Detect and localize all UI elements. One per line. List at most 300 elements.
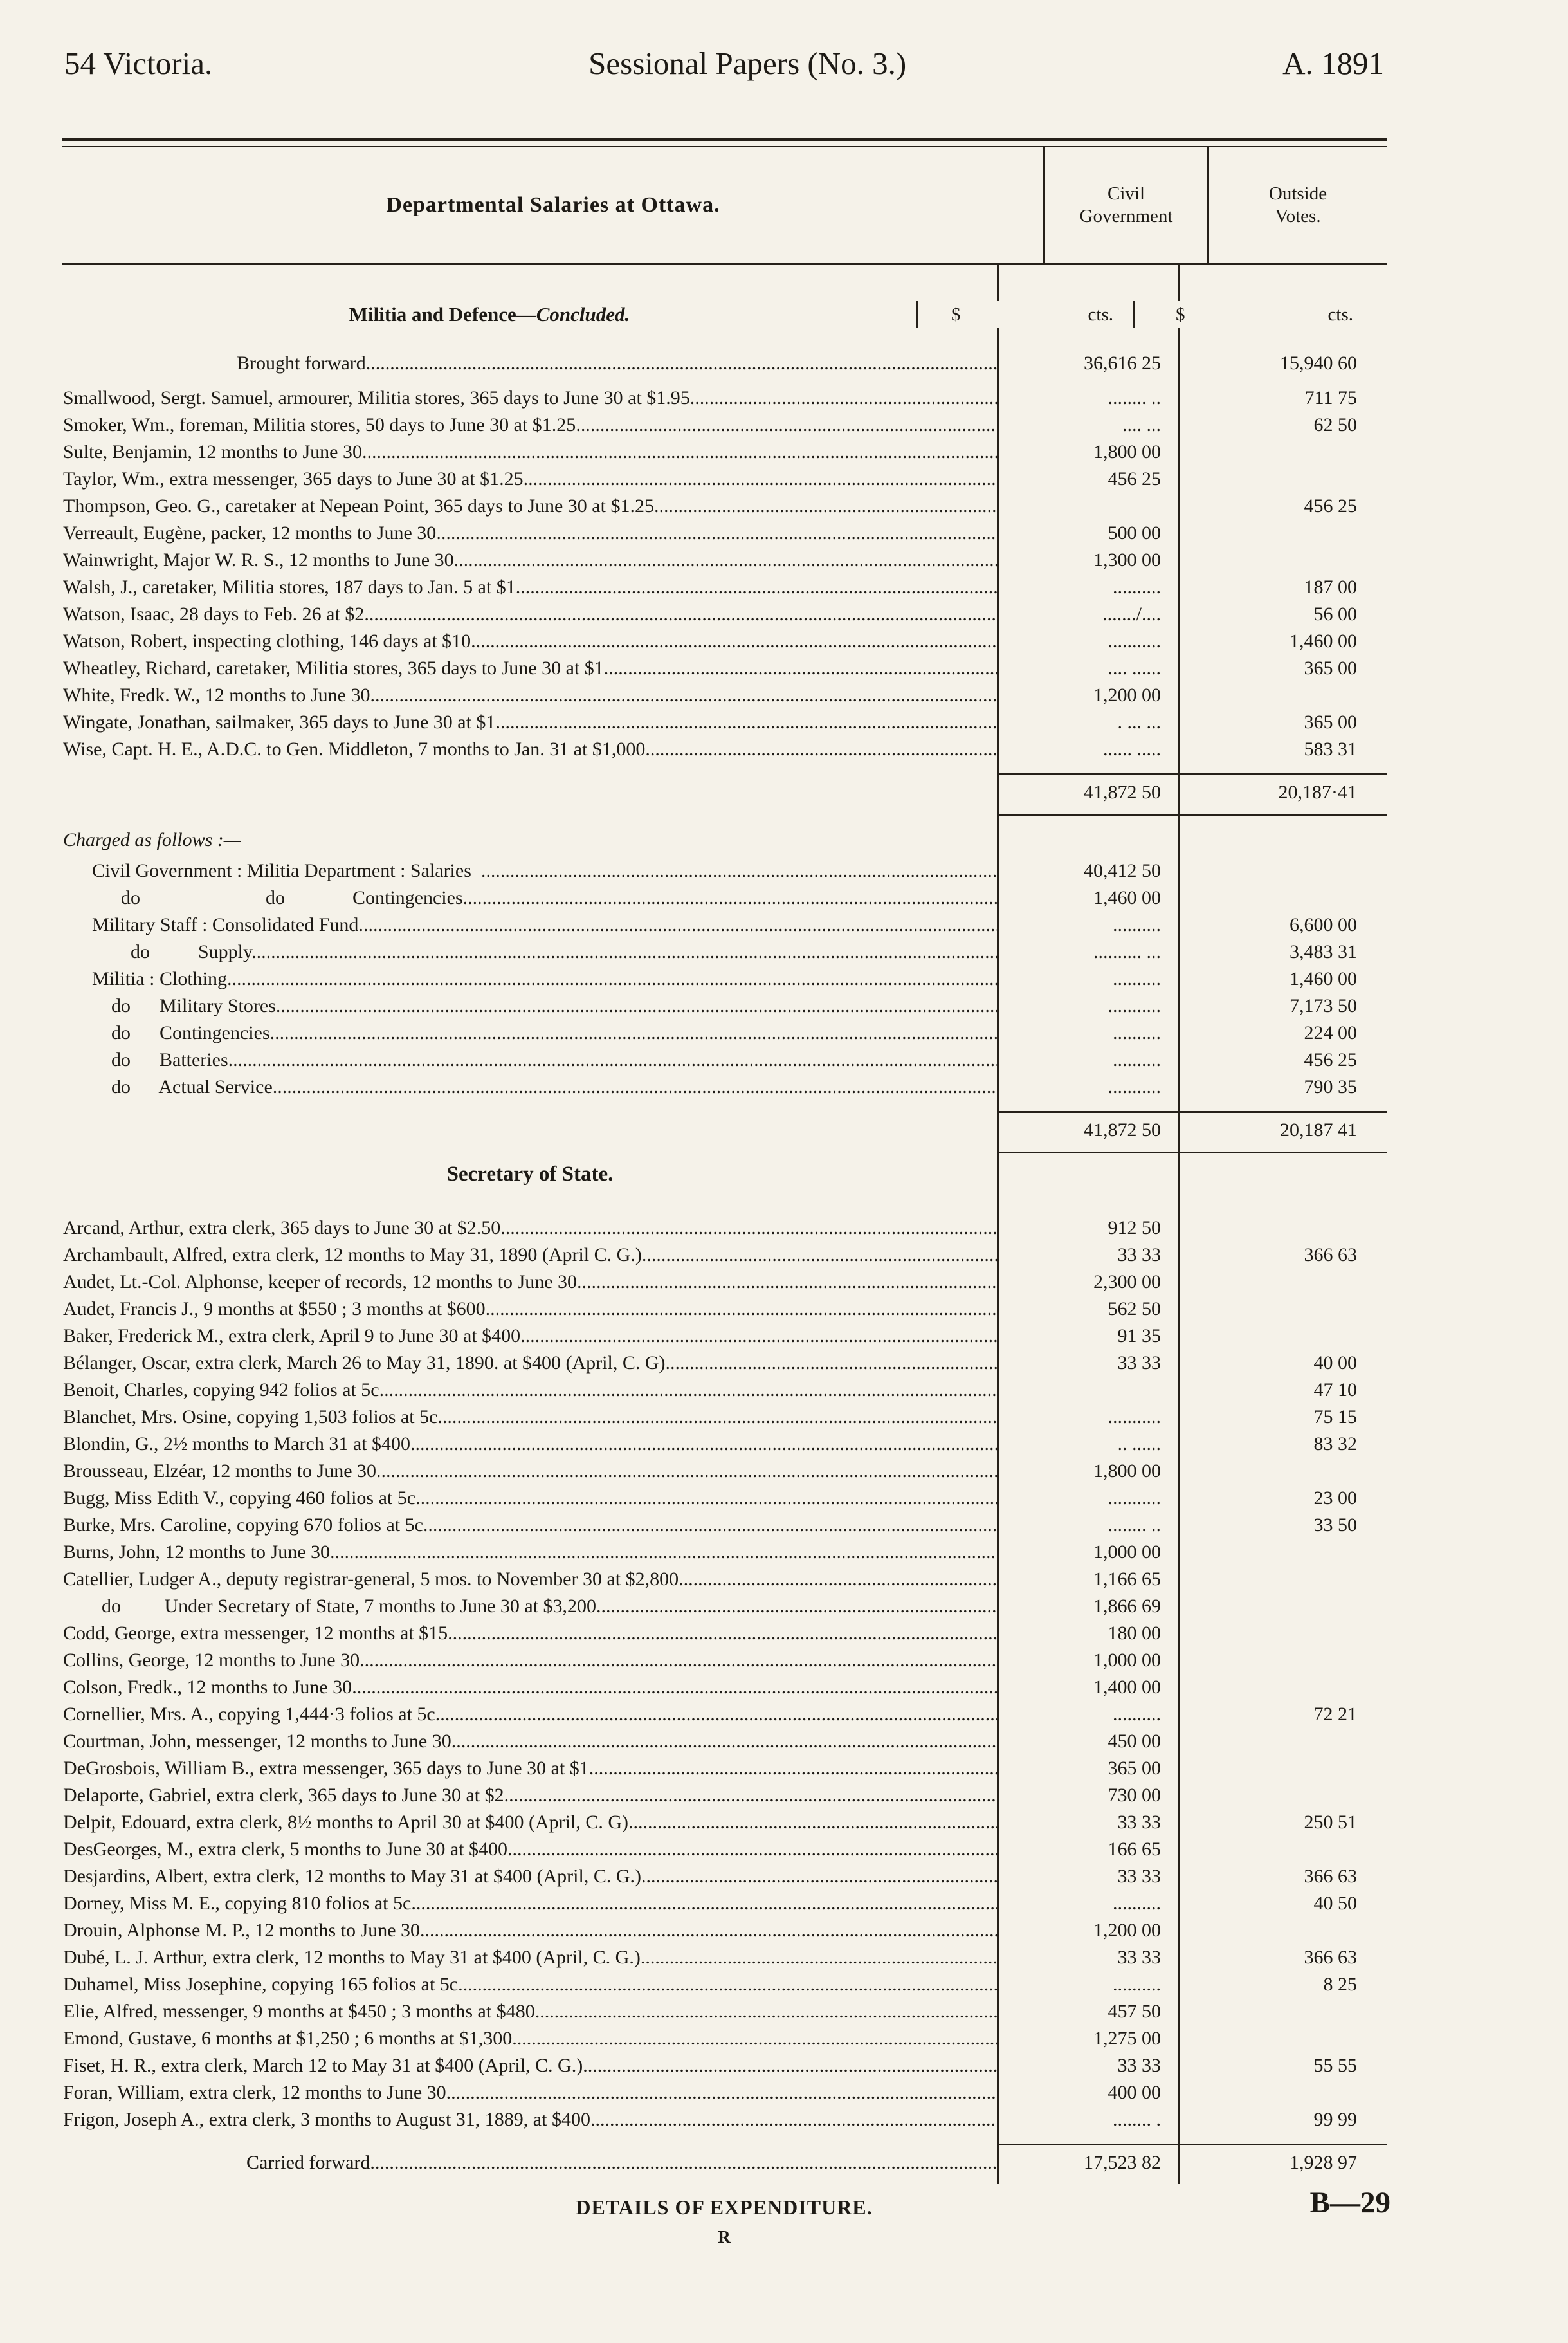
row-civil-amount: ........... xyxy=(997,628,1178,655)
row-outside-amount xyxy=(1178,439,1387,466)
row-outside-amount: 366 63 xyxy=(1178,1242,1387,1269)
spacer xyxy=(997,2133,1178,2144)
row-civil-amount: .... ...... xyxy=(997,655,1178,682)
double-rule xyxy=(62,138,1387,147)
volume-label: 54 Victoria. xyxy=(64,46,213,81)
row-description: Smoker, Wm., foreman, Militia stores, 50 days to June 30 at $1.25 ..... xyxy=(62,412,997,439)
row-civil-amount: 730 00 xyxy=(997,1782,1178,1809)
table-row xyxy=(62,1890,1387,1917)
table-row xyxy=(62,2079,1387,2106)
row-civil-amount: 180 00 xyxy=(997,1620,1178,1647)
section-heading-row-secretary xyxy=(62,1152,1387,1198)
empty-cell xyxy=(1178,1152,1387,1198)
row-description: Blondin, G., 2½ months to March 31 at $400 ..... xyxy=(62,1431,997,1458)
carried-forward-civil-amount: 17,523 82 xyxy=(997,2144,1178,2184)
table-row xyxy=(62,2052,1387,2079)
spacer-row xyxy=(62,1198,1387,1215)
row-description: Brousseau, Elzéar, 12 months to June 30 ..... xyxy=(62,1458,997,1485)
row-outside-amount xyxy=(1178,1647,1387,1674)
spacer-row xyxy=(62,1101,1387,1111)
row-description: Archambault, Alfred, extra clerk, 12 months to May 31, 1890 (April C. G.) ..... xyxy=(62,1242,997,1269)
row-description: do Military Stores ..... xyxy=(62,993,997,1020)
press-mark: R xyxy=(718,2227,731,2247)
brought-forward-row xyxy=(62,350,1387,377)
empty-cell xyxy=(1178,827,1387,854)
row-civil-amount: 562 50 xyxy=(997,1296,1178,1323)
row-description: White, Fredk. W., 12 months to June 30 ..... xyxy=(62,682,997,709)
row-description: do Under Secretary of State, 7 months to June 30 at $3,200.. ..... xyxy=(62,1593,997,1620)
row-civil-amount: 456 25 xyxy=(997,466,1178,493)
empty-cell xyxy=(997,1152,1178,1198)
empty-cell xyxy=(997,827,1178,854)
row-civil-amount: ......./.... xyxy=(997,601,1178,628)
row-description: Codd, George, extra messenger, 12 months at $15 ..... xyxy=(62,1620,997,1647)
row-outside-amount: 83 32 xyxy=(1178,1431,1387,1458)
table-row xyxy=(62,1377,1387,1404)
militia-subtotal-civil: 41,872 50 xyxy=(997,773,1178,814)
section-heading-main: Militia and Defence xyxy=(349,303,516,326)
column-header-civil-government xyxy=(1043,147,1207,263)
spacer-row xyxy=(62,814,1387,827)
charged-as-follows-heading: Charged as follows :— xyxy=(63,829,241,850)
row-outside-amount xyxy=(1178,520,1387,547)
spacer xyxy=(1178,1101,1387,1111)
table-row xyxy=(62,2106,1387,2133)
row-description: Delpit, Edouard, extra clerk, 8½ months to April 30 at $400 (April, C. G) ..... xyxy=(62,1809,997,1836)
row-outside-amount: 3,483 31 xyxy=(1178,939,1387,966)
row-outside-amount: 456 25 xyxy=(1178,493,1387,520)
row-description: do Actual Service ..... xyxy=(62,1074,997,1101)
row-description: Wheatley, Richard, caretaker, Militia stores, 365 days to June 30 at $1 ..... xyxy=(62,655,997,682)
running-head xyxy=(62,45,1387,82)
row-civil-amount: ...... ..... xyxy=(997,736,1178,763)
row-civil-amount: ........... xyxy=(997,993,1178,1020)
table-row xyxy=(62,993,1387,1020)
dollar-sign: $ xyxy=(951,304,961,325)
table-row xyxy=(62,1836,1387,1863)
row-civil-amount: 457 50 xyxy=(997,1998,1178,2025)
table-title-cell xyxy=(62,147,1043,263)
brought-forward-civil-amount: 36,616 25 xyxy=(997,350,1178,377)
row-civil-amount: ........... xyxy=(997,1404,1178,1431)
row-description: DesGeorges, M., extra clerk, 5 months to June 30 at $400 ..... xyxy=(62,1836,997,1863)
table-row xyxy=(62,1458,1387,1485)
row-civil-amount: 1,000 00 xyxy=(997,1647,1178,1674)
table-title: Departmental Salaries at Ottawa. xyxy=(386,193,720,217)
table-row xyxy=(62,628,1387,655)
row-outside-amount xyxy=(1178,1458,1387,1485)
row-outside-amount xyxy=(1178,1782,1387,1809)
row-civil-amount: ........ . xyxy=(997,2106,1178,2133)
section-heading-secretary: Secretary of State. xyxy=(446,1162,614,1186)
row-outside-amount xyxy=(1178,1296,1387,1323)
secretary-rows xyxy=(62,1215,1387,2133)
row-civil-amount: 33 33 xyxy=(997,2052,1178,2079)
row-outside-amount: 72 21 xyxy=(1178,1701,1387,1728)
table-row xyxy=(62,1566,1387,1593)
table-row xyxy=(62,1728,1387,1755)
spacer xyxy=(997,1198,1178,1215)
row-outside-amount xyxy=(1178,1998,1387,2025)
row-civil-amount: .......... xyxy=(997,574,1178,601)
row-civil-amount: .......... xyxy=(997,912,1178,939)
table-row xyxy=(62,547,1387,574)
row-outside-amount: 23 00 xyxy=(1178,1485,1387,1512)
row-outside-amount: 224 00 xyxy=(1178,1020,1387,1047)
row-civil-amount: 1,800 00 xyxy=(997,439,1178,466)
table-row xyxy=(62,601,1387,628)
row-civil-amount: 1,400 00 xyxy=(997,1674,1178,1701)
row-description: Fiset, H. R., extra clerk, March 12 to May 31 at $400 (April, C. G.) ..... xyxy=(62,2052,997,2079)
spacer xyxy=(1178,377,1387,385)
table-row xyxy=(62,520,1387,547)
spacer xyxy=(997,763,1178,773)
civil-header-line2: Government xyxy=(1079,206,1173,226)
row-description: Courtman, John, messenger, 12 months to June 30 ..... xyxy=(62,1728,997,1755)
table-row xyxy=(62,1296,1387,1323)
row-outside-amount: 33 50 xyxy=(1178,1512,1387,1539)
civil-header-line1: Civil xyxy=(1107,183,1145,204)
row-outside-amount: 366 63 xyxy=(1178,1944,1387,1971)
row-outside-amount xyxy=(1178,547,1387,574)
row-description: Baker, Frederick M., extra clerk, April 9 to June 30 at $400. ..... xyxy=(62,1323,997,1350)
spacer xyxy=(1178,265,1387,301)
table-row xyxy=(62,1539,1387,1566)
salary-table xyxy=(62,147,1387,2184)
row-description: Smallwood, Sergt. Samuel, armourer, Militia stores, 365 days to June 30 at $1.95 ..... xyxy=(62,385,997,412)
row-description: Elie, Alfred, messenger, 9 months at $450 ; 3 months at $480 ..... xyxy=(62,1998,997,2025)
row-outside-amount xyxy=(1178,1215,1387,1242)
table-row xyxy=(62,1782,1387,1809)
row-description: Watson, Isaac, 28 days to Feb. 26 at $2 ..... xyxy=(62,601,997,628)
table-row xyxy=(62,1269,1387,1296)
row-description: do do Contingencies ..... xyxy=(62,885,997,912)
row-civil-amount: 1,200 00 xyxy=(997,682,1178,709)
row-civil-amount: .......... xyxy=(997,1971,1178,1998)
row-description: do Supply ..... xyxy=(62,939,997,966)
militia-subtotal-row xyxy=(62,773,1387,814)
row-outside-amount: 55 55 xyxy=(1178,2052,1387,2079)
row-civil-amount: ........... xyxy=(997,1485,1178,1512)
row-outside-amount: 99 99 xyxy=(1178,2106,1387,2133)
row-civil-amount: . ... ... xyxy=(997,709,1178,736)
spacer xyxy=(62,328,997,350)
carried-forward-outside-amount: 1,928 97 xyxy=(1178,2144,1387,2184)
table-row xyxy=(62,709,1387,736)
row-description: Thompson, Geo. G., caretaker at Nepean Point, 365 days to June 30 at $1.25 ..... xyxy=(62,493,997,520)
row-description: Burke, Mrs. Caroline, copying 670 folios at 5c ..... xyxy=(62,1512,997,1539)
row-civil-amount: 2,300 00 xyxy=(997,1269,1178,1296)
row-description: Colson, Fredk., 12 months to June 30 ..... xyxy=(62,1674,997,1701)
row-description: Verreault, Eugène, packer, 12 months to June 30 ..... xyxy=(62,520,997,547)
charged-as-follows-row xyxy=(62,827,1387,854)
row-civil-amount: 1,166 65 xyxy=(997,1566,1178,1593)
row-description: Civil Government : Militia Department : Salaries ... ..... xyxy=(62,858,997,885)
spacer-row xyxy=(62,377,1387,385)
row-outside-amount xyxy=(1178,1539,1387,1566)
details-of-expenditure-heading: DETAILS OF EXPENDITURE. xyxy=(576,2196,873,2219)
row-description: Duhamel, Miss Josephine, copying 165 folios at 5c ..... xyxy=(62,1971,997,1998)
row-outside-amount xyxy=(1178,2025,1387,2052)
spacer-row xyxy=(62,2133,1387,2144)
row-outside-amount: 40 50 xyxy=(1178,1890,1387,1917)
row-civil-amount: 365 00 xyxy=(997,1755,1178,1782)
row-description: Bélanger, Oscar, extra clerk, March 26 to May 31, 1890. at $400 (April, C. G) ..... xyxy=(62,1350,997,1377)
section-heading-suffix: —Concluded. xyxy=(516,303,630,326)
row-outside-amount: 366 63 xyxy=(1178,1863,1387,1890)
table-row xyxy=(62,1431,1387,1458)
row-civil-amount: 33 33 xyxy=(997,1944,1178,1971)
row-description: do Batteries ..... xyxy=(62,1047,997,1074)
table-row xyxy=(62,966,1387,993)
row-outside-amount xyxy=(1178,1323,1387,1350)
row-description: Frigon, Joseph A., extra clerk, 3 months to August 31, 1889, at $400 ..... xyxy=(62,2106,997,2133)
row-civil-amount: 33 33 xyxy=(997,1350,1178,1377)
unit-header-outside xyxy=(1133,301,1387,328)
spacer xyxy=(1178,1198,1387,1215)
outside-header-line2: Votes. xyxy=(1275,206,1321,226)
spacer xyxy=(997,328,1178,350)
table-row xyxy=(62,1917,1387,1944)
table-row xyxy=(62,466,1387,493)
carried-forward-label: Carried forward ..... xyxy=(62,2144,997,2184)
row-description: DeGrosbois, William B., extra messenger, 365 days to June 30 at $1 ..... xyxy=(62,1755,997,1782)
row-outside-amount xyxy=(1178,858,1387,885)
row-outside-amount xyxy=(1178,1755,1387,1782)
table-row xyxy=(62,1404,1387,1431)
spacer xyxy=(62,1101,997,1111)
row-civil-amount: 500 00 xyxy=(997,520,1178,547)
row-outside-amount xyxy=(1178,1593,1387,1620)
row-outside-amount xyxy=(1178,682,1387,709)
row-civil-amount: .......... xyxy=(997,1020,1178,1047)
row-civil-amount xyxy=(997,493,1178,520)
row-civil-amount: 1,460 00 xyxy=(997,885,1178,912)
row-description: Blanchet, Mrs. Osine, copying 1,503 folios at 5c ..... xyxy=(62,1404,997,1431)
row-civil-amount: 1,800 00 xyxy=(997,1458,1178,1485)
spacer-row xyxy=(62,265,1387,301)
row-civil-amount: .......... xyxy=(997,1890,1178,1917)
cents-label: cts. xyxy=(1088,304,1113,325)
unit-header-civil xyxy=(916,301,1133,328)
subtotal-label-empty xyxy=(62,773,997,814)
row-description: Foran, William, extra clerk, 12 months to June 30 ..... xyxy=(62,2079,997,2106)
row-outside-amount: 365 00 xyxy=(1178,655,1387,682)
charged-rows xyxy=(62,858,1387,1101)
row-description: Dubé, L. J. Arthur, extra clerk, 12 months to May 31 at $400 (April, C. G.) ..... xyxy=(62,1944,997,1971)
row-outside-amount xyxy=(1178,2079,1387,2106)
spacer-row xyxy=(62,328,1387,350)
row-civil-amount: 450 00 xyxy=(997,1728,1178,1755)
row-outside-amount: 75 15 xyxy=(1178,1404,1387,1431)
table-row xyxy=(62,385,1387,412)
brought-forward-outside-amount: 15,940 60 xyxy=(1178,350,1387,377)
row-civil-amount: .. ...... xyxy=(997,1431,1178,1458)
table-row xyxy=(62,1593,1387,1620)
row-outside-amount: 187 00 xyxy=(1178,574,1387,601)
row-outside-amount xyxy=(1178,466,1387,493)
row-description: Audet, Lt.-Col. Alphonse, keeper of records, 12 months to June 30 ..... xyxy=(62,1269,997,1296)
spacer xyxy=(1178,763,1387,773)
militia-total-row xyxy=(62,1111,1387,1152)
spacer xyxy=(62,814,997,827)
row-civil-amount: .......... xyxy=(997,966,1178,993)
spacer xyxy=(997,1101,1178,1111)
row-outside-amount xyxy=(1178,1674,1387,1701)
row-description: Wainwright, Major W. R. S., 12 months to June 30 ..... xyxy=(62,547,997,574)
row-description: Emond, Gustave, 6 months at $1,250 ; 6 months at $1,300 ..... xyxy=(62,2025,997,2052)
row-civil-amount: 33 33 xyxy=(997,1809,1178,1836)
row-description: Bugg, Miss Edith V., copying 460 folios at 5c ..... xyxy=(62,1485,997,1512)
row-description: Wise, Capt. H. E., A.D.C. to Gen. Middleton, 7 months to Jan. 31 at $1,000 ..... xyxy=(62,736,997,763)
table-row xyxy=(62,439,1387,466)
militia-rows xyxy=(62,385,1387,763)
table-row xyxy=(62,939,1387,966)
carried-forward-row xyxy=(62,2144,1387,2184)
row-outside-amount xyxy=(1178,885,1387,912)
row-outside-amount: 1,460 00 xyxy=(1178,966,1387,993)
row-civil-amount: 40,412 50 xyxy=(997,858,1178,885)
table-row xyxy=(62,1944,1387,1971)
cents-label: cts. xyxy=(1327,304,1353,325)
spacer xyxy=(62,377,997,385)
row-civil-amount xyxy=(997,1377,1178,1404)
section-heading-militia xyxy=(62,301,916,328)
table-row xyxy=(62,1512,1387,1539)
table-row xyxy=(62,912,1387,939)
row-outside-amount: 365 00 xyxy=(1178,709,1387,736)
row-outside-amount: 790 35 xyxy=(1178,1074,1387,1101)
table-row xyxy=(62,1755,1387,1782)
signature-mark: B—29 xyxy=(1309,2186,1390,2219)
row-description: Dorney, Miss M. E., copying 810 folios at 5c ..... xyxy=(62,1890,997,1917)
row-description: Audet, Francis J., 9 months at $550 ; 3 months at $600 ..... xyxy=(62,1296,997,1323)
row-outside-amount: 56 00 xyxy=(1178,601,1387,628)
row-outside-amount: 583 31 xyxy=(1178,736,1387,763)
spacer xyxy=(62,265,997,301)
row-outside-amount: 40 00 xyxy=(1178,1350,1387,1377)
row-outside-amount: 711 75 xyxy=(1178,385,1387,412)
table-row xyxy=(62,1674,1387,1701)
table-row xyxy=(62,1863,1387,1890)
table-row xyxy=(62,1971,1387,1998)
paper-title: Sessional Papers (No. 3.) xyxy=(588,46,907,81)
row-civil-amount: ........... xyxy=(997,1074,1178,1101)
table-row xyxy=(62,1485,1387,1512)
spacer xyxy=(62,2133,997,2144)
row-outside-amount xyxy=(1178,1269,1387,1296)
table-row xyxy=(62,1047,1387,1074)
table-row xyxy=(62,858,1387,885)
table-row xyxy=(62,1242,1387,1269)
table-row xyxy=(62,1215,1387,1242)
row-civil-amount: 1,866 69 xyxy=(997,1593,1178,1620)
table-row xyxy=(62,736,1387,763)
row-description: Walsh, J., caretaker, Militia stores, 187 days to Jan. 5 at $1 ..... xyxy=(62,574,997,601)
row-description: Delaporte, Gabriel, extra clerk, 365 days to June 30 at $2 ..... xyxy=(62,1782,997,1809)
row-description: Militia : Clothing ..... xyxy=(62,966,997,993)
militia-total-outside: 20,187 41 xyxy=(1178,1111,1387,1152)
section-heading-row-militia xyxy=(62,301,1387,328)
table-row xyxy=(62,2025,1387,2052)
table-row xyxy=(62,493,1387,520)
table-row xyxy=(62,655,1387,682)
row-outside-amount: 6,600 00 xyxy=(1178,912,1387,939)
row-civil-amount: 166 65 xyxy=(997,1836,1178,1863)
row-civil-amount: 1,300 00 xyxy=(997,547,1178,574)
row-description: Taylor, Wm., extra messenger, 365 days to June 30 at $1.25 ..... xyxy=(62,466,997,493)
row-description: Benoit, Charles, copying 942 folios at 5c ..... xyxy=(62,1377,997,1404)
row-description: Desjardins, Albert, extra clerk, 12 months to May 31 at $400 (April, C. G.) ..... xyxy=(62,1863,997,1890)
spacer xyxy=(997,814,1178,827)
row-outside-amount: 250 51 xyxy=(1178,1809,1387,1836)
row-description: Sulte, Benjamin, 12 months to June 30 ..... xyxy=(62,439,997,466)
row-civil-amount: 912 50 xyxy=(997,1215,1178,1242)
row-description: Burns, John, 12 months to June 30 ..... xyxy=(62,1539,997,1566)
year-label: A. 1891 xyxy=(1282,46,1384,81)
table-row xyxy=(62,1074,1387,1101)
table-row xyxy=(62,885,1387,912)
spacer xyxy=(997,377,1178,385)
table-row xyxy=(62,412,1387,439)
table-row xyxy=(62,1323,1387,1350)
spacer xyxy=(1178,328,1387,350)
row-description: Watson, Robert, inspecting clothing, 146 days at $10 ..... xyxy=(62,628,997,655)
row-civil-amount: .......... ... xyxy=(997,939,1178,966)
row-outside-amount: 62 50 xyxy=(1178,412,1387,439)
row-civil-amount: .......... xyxy=(997,1701,1178,1728)
row-outside-amount xyxy=(1178,1728,1387,1755)
row-outside-amount: 456 25 xyxy=(1178,1047,1387,1074)
row-civil-amount: 1,000 00 xyxy=(997,1539,1178,1566)
page-footer xyxy=(62,2186,1390,2247)
outside-header-line1: Outside xyxy=(1268,183,1327,204)
row-description: do Contingencies ..... xyxy=(62,1020,997,1047)
footer-line xyxy=(62,2186,1390,2219)
spacer xyxy=(62,763,997,773)
row-civil-amount: 33 33 xyxy=(997,1863,1178,1890)
spacer xyxy=(1178,814,1387,827)
table-row xyxy=(62,1998,1387,2025)
table-row xyxy=(62,682,1387,709)
spacer xyxy=(997,265,1178,301)
row-outside-amount xyxy=(1178,1620,1387,1647)
row-description: Catellier, Ludger A., deputy registrar-general, 5 mos. to November 30 at $2,800. ..... xyxy=(62,1566,997,1593)
table-row xyxy=(62,1701,1387,1728)
row-civil-amount: 1,275 00 xyxy=(997,2025,1178,2052)
row-civil-amount: ........ .. xyxy=(997,385,1178,412)
row-description: Arcand, Arthur, extra clerk, 365 days to June 30 at $2.50 ..... xyxy=(62,1215,997,1242)
table-row xyxy=(62,1647,1387,1674)
militia-subtotal-outside: 20,187·41 xyxy=(1178,773,1387,814)
row-outside-amount: 7,173 50 xyxy=(1178,993,1387,1020)
row-civil-amount: 1,200 00 xyxy=(997,1917,1178,1944)
row-outside-amount: 47 10 xyxy=(1178,1377,1387,1404)
table-header-row xyxy=(62,147,1387,265)
dollar-sign: $ xyxy=(1176,304,1185,325)
row-civil-amount: .... ... xyxy=(997,412,1178,439)
row-description: Collins, George, 12 months to June 30 ..... xyxy=(62,1647,997,1674)
row-civil-amount: 33 33 xyxy=(997,1242,1178,1269)
row-description: Cornellier, Mrs. A., copying 1,444·3 folios at 5c ..... xyxy=(62,1701,997,1728)
row-outside-amount: 8 25 xyxy=(1178,1971,1387,1998)
row-outside-amount xyxy=(1178,1836,1387,1863)
spacer xyxy=(1178,2133,1387,2144)
row-description: Wingate, Jonathan, sailmaker, 365 days to June 30 at $1 ..... xyxy=(62,709,997,736)
table-row xyxy=(62,1020,1387,1047)
row-outside-amount xyxy=(1178,1566,1387,1593)
row-civil-amount: 91 35 xyxy=(997,1323,1178,1350)
